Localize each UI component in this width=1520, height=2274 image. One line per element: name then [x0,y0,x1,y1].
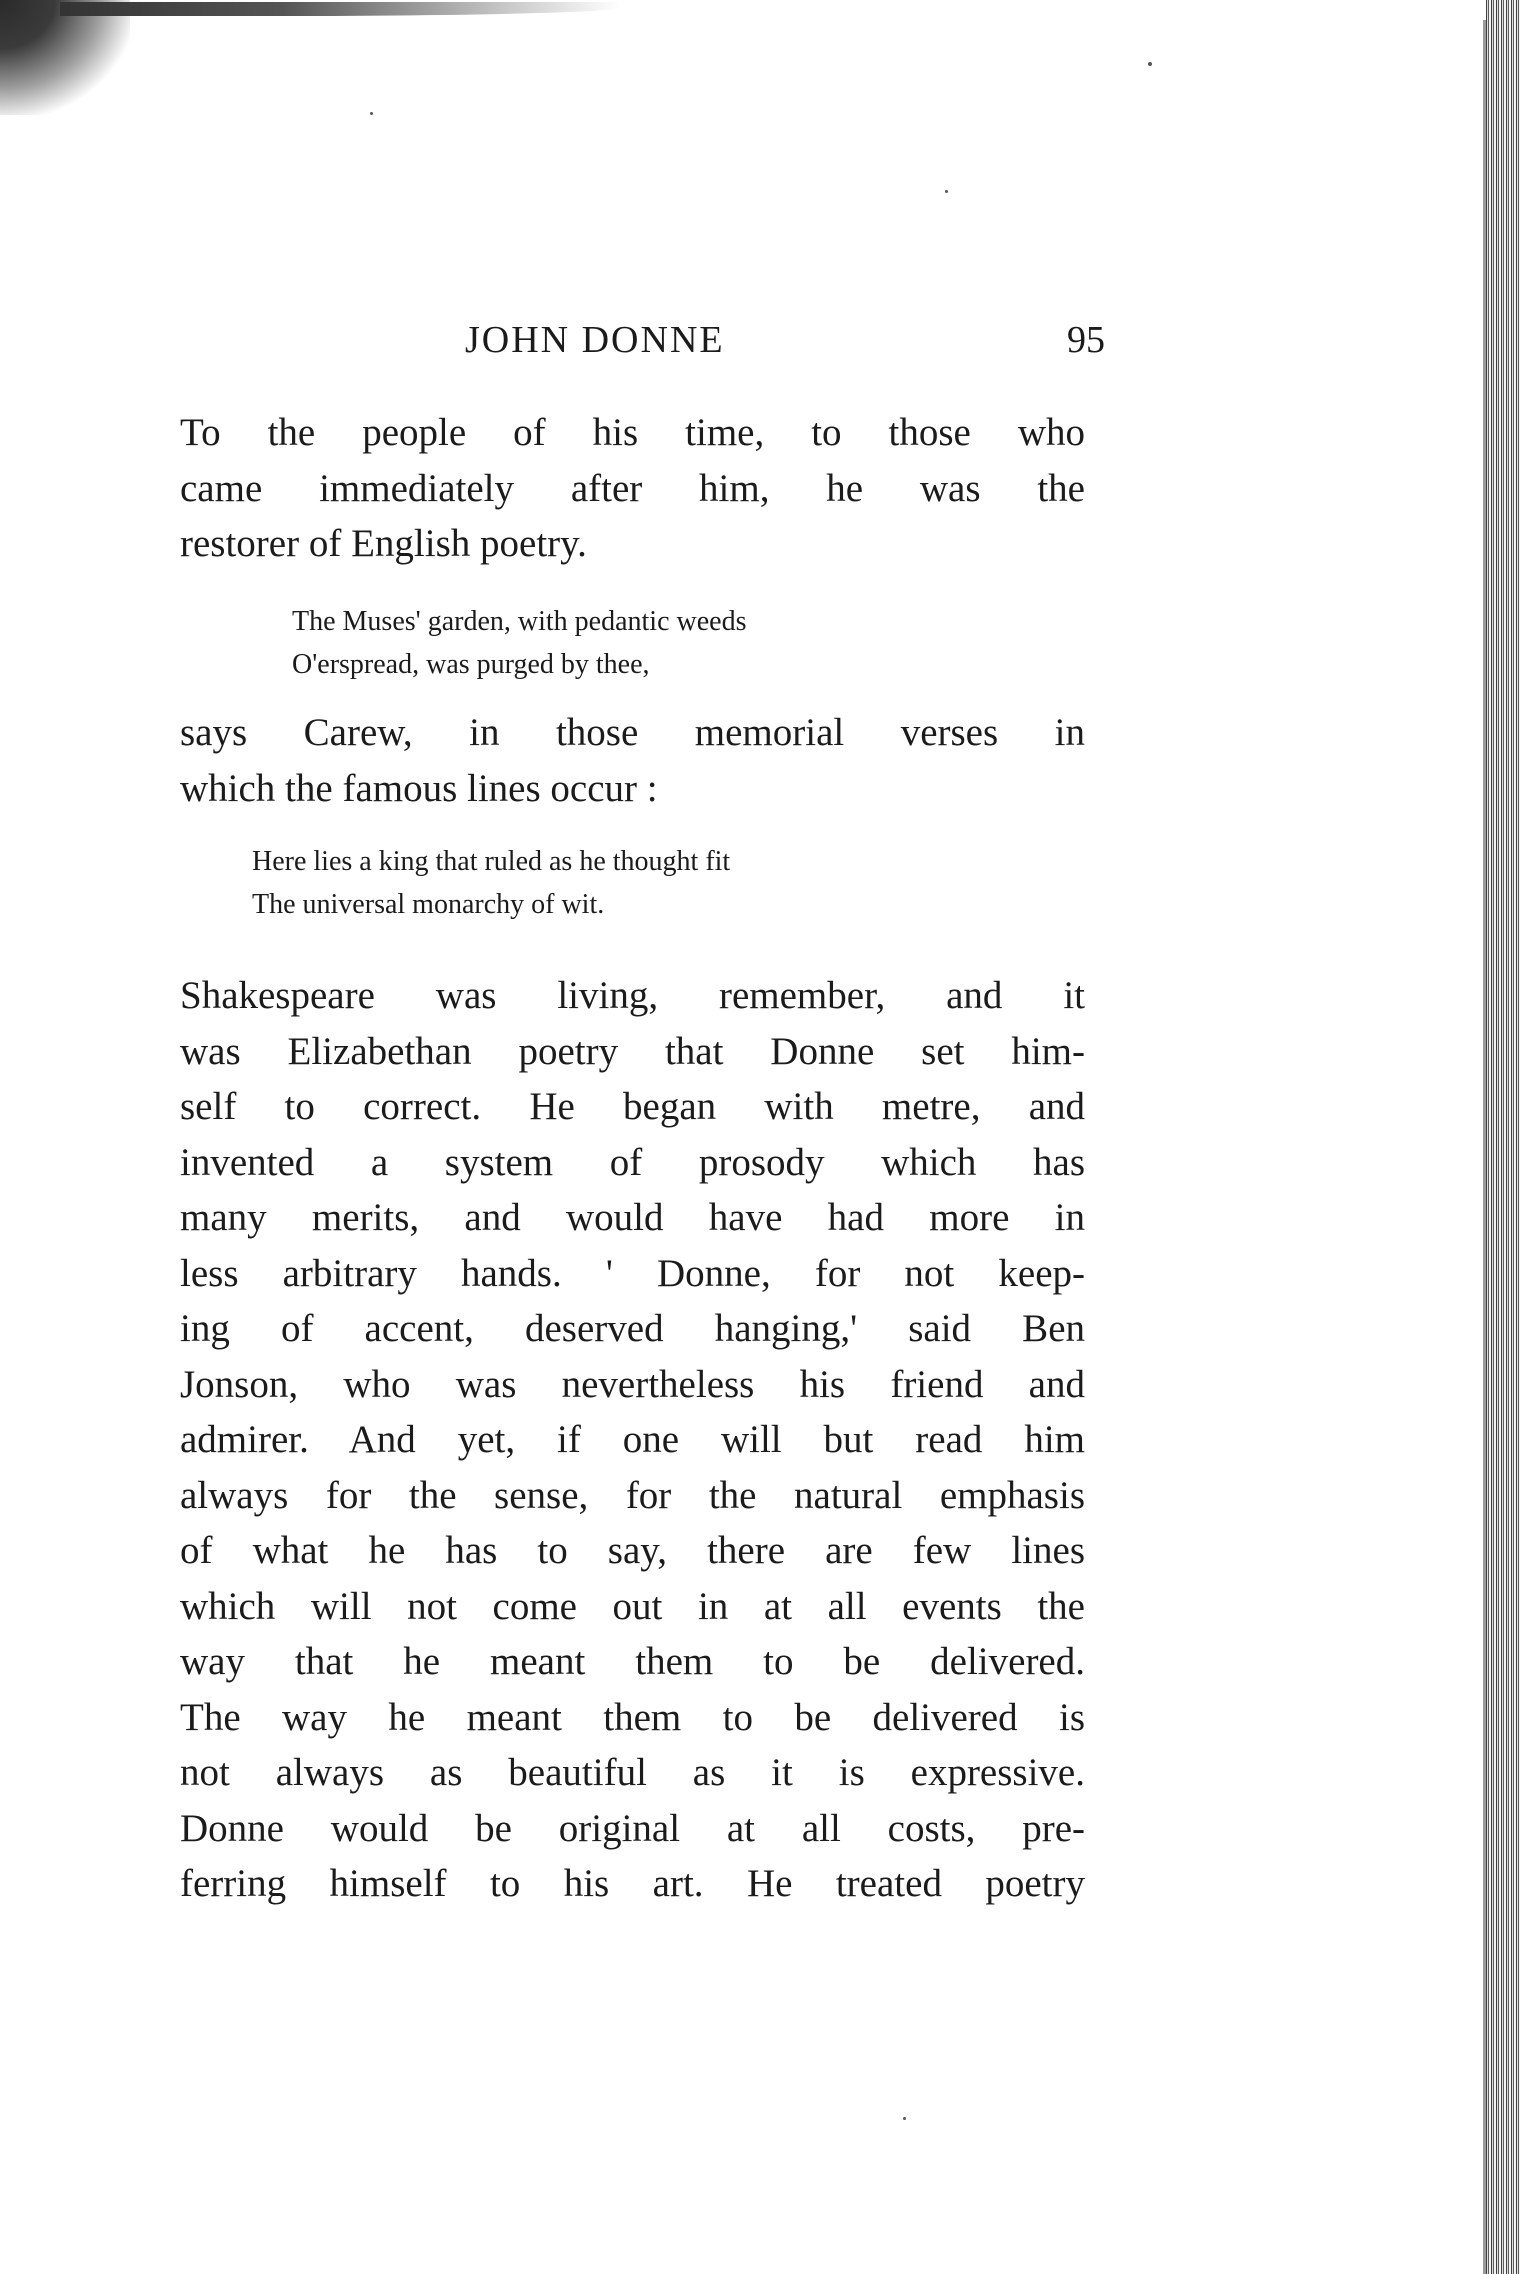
text-line: invented a system of prosody which has [180,1140,1085,1184]
text-line: way that he meant them to be delivered. [180,1640,1085,1683]
verse-line: The universal monarchy of wit. [252,889,605,920]
page-edge-line [1483,20,1486,2274]
text-line: always for the sense, for the natural emphasis [180,1473,1085,1517]
text-line: Jonson, who was nevertheless his friend and [180,1362,1085,1406]
text-line: was Elizabethan poetry that Donne set him- [180,1029,1085,1073]
text-line: many merits, and would have had more in [180,1196,1085,1239]
text-line: restorer of English poetry. [180,522,587,565]
ink-speck [903,2117,906,2120]
verse-line: The Muses' garden, with pedantic weeds [292,606,747,637]
text-line: less arbitrary hands. ' Donne, for not keep- [180,1251,1085,1295]
ink-speck [370,112,373,115]
text-line: not always as beautiful as it is expressive. [180,1751,1085,1794]
verse-quote-1 [292,600,746,686]
page-number: 95 [1067,319,1105,361]
ink-speck [1148,62,1152,66]
paragraph-3 [180,968,1085,1912]
text-line: of what he has to say, there are few lines [180,1529,1085,1572]
verse-line: Here lies a king that ruled as he thought fit [252,846,731,877]
running-head [180,318,1105,368]
text-line: which the famous lines occur : [180,766,658,810]
text-line: Shakespeare was living, remember, and it [180,974,1085,1017]
text-line: came immediately after him, he was the [180,466,1085,510]
text-line: Donne would be original at all costs, pre- [180,1806,1085,1850]
ink-speck [945,190,948,193]
text-line: which will not come out in at all events the [180,1584,1085,1628]
text-line: self to correct. He began with metre, and [180,1085,1085,1128]
paragraph-1 [180,405,1085,572]
scan-corner-shadow [0,0,130,115]
scan-top-streak [60,2,620,16]
text-line: ferring himself to his art. He treated poetry [180,1862,1085,1905]
running-title: JOHN DONNE [465,319,725,361]
paragraph-2 [180,705,1085,816]
text-line: The way he meant them to be delivered is [180,1695,1085,1739]
text-line: admirer. And yet, if one will but read him [180,1418,1085,1461]
text-line: ing of accent, deserved hanging,' said Ben [180,1307,1085,1350]
book-gutter-edge [1486,0,1520,2274]
text-line: says Carew, in those memorial verses in [180,711,1085,754]
verse-line: O'erspread, was purged by thee, [292,649,650,680]
text-line: To the people of his time, to those who [180,411,1085,454]
verse-quote-2 [252,840,730,926]
